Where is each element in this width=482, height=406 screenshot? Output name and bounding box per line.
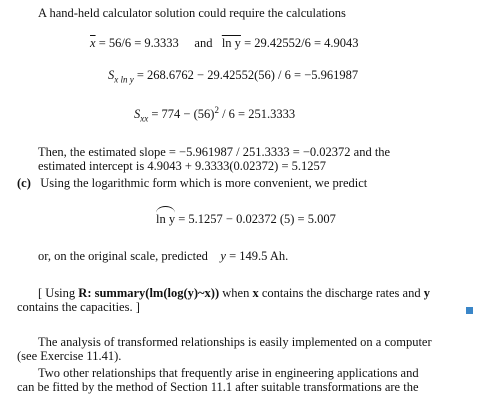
part-c-label: (c) <box>17 176 31 190</box>
slope-line-1: Then, the estimated slope = −5.961987 / 251.3333 = −0.02372 and the <box>38 145 391 159</box>
equation-prediction <box>156 212 336 226</box>
part-c <box>17 176 367 190</box>
sxlny-value: = 268.6762 − 29.42552(56) / 6 = −5.961987 <box>136 68 359 82</box>
paragraph-2-cont: can be fitted by the method of Section 11.1 after suitable transformations are the <box>17 380 419 394</box>
r-label: R <box>78 286 88 300</box>
using-r-open: [ Using <box>38 286 76 300</box>
sxx-subscript: xx <box>140 113 149 124</box>
using-r-line-2: contains the capacities. ] <box>17 300 140 314</box>
end-of-example-marker <box>466 307 473 314</box>
sxx-exponent: 2 <box>214 104 219 115</box>
paragraph-1-cont: (see Exercise 11.41). <box>17 349 122 363</box>
y-variable: y <box>423 286 430 300</box>
s-symbol: S <box>134 107 141 121</box>
equation-means <box>90 36 359 50</box>
equation-sxlny <box>108 68 359 85</box>
when-word: when <box>222 286 250 300</box>
original-scale-line <box>38 249 288 263</box>
ln-y-hat-text: ln y <box>156 212 176 226</box>
mean-ln-y-symbol: ln y <box>221 36 241 50</box>
r-colon: : <box>87 286 92 300</box>
intro-text: A hand-held calculator solution could require the calculations <box>38 6 346 20</box>
and-word: and <box>194 36 213 50</box>
original-scale-text: or, on the original scale, predicted <box>38 249 208 263</box>
paragraph-2: Two other relationships that frequently arise in engineering applications and <box>38 366 419 380</box>
xbar-value: = 56/6 = 9.3333 <box>98 36 179 50</box>
xbar-symbol: $\overline{x}$ <box>90 36 96 50</box>
mean-ln-y-value: = 29.42552/6 = 4.9043 <box>244 36 359 50</box>
contains-text: contains the discharge rates and <box>261 286 421 300</box>
paragraph-1: The analysis of transformed relationships is easily implemented on a computer <box>38 335 432 349</box>
original-scale-value: = 149.5 Ah. <box>229 249 289 263</box>
ln-y-hat <box>156 212 175 226</box>
slope-line-2: estimated intercept is 4.9043 + 9.3333(0.02372) = 5.1257 <box>38 159 327 173</box>
hat-mark <box>156 206 175 213</box>
sxx-value: = 774 − (56) <box>151 107 215 121</box>
sxlny-subscript: x ln y <box>114 74 134 85</box>
equation-sxx <box>134 104 296 124</box>
using-r-line-1 <box>38 286 430 300</box>
y-symbol: y <box>220 249 226 263</box>
s-symbol: S <box>108 68 115 82</box>
r-code: summary(lm(log(y)~x)) <box>94 286 220 300</box>
part-c-text: Using the logarithmic form which is more convenient, we predict <box>40 176 368 190</box>
sxx-tail: / 6 = 251.3333 <box>218 107 296 121</box>
prediction-value: = 5.1257 − 0.02372 (5) = 5.007 <box>178 212 336 226</box>
x-variable: x <box>252 286 259 300</box>
